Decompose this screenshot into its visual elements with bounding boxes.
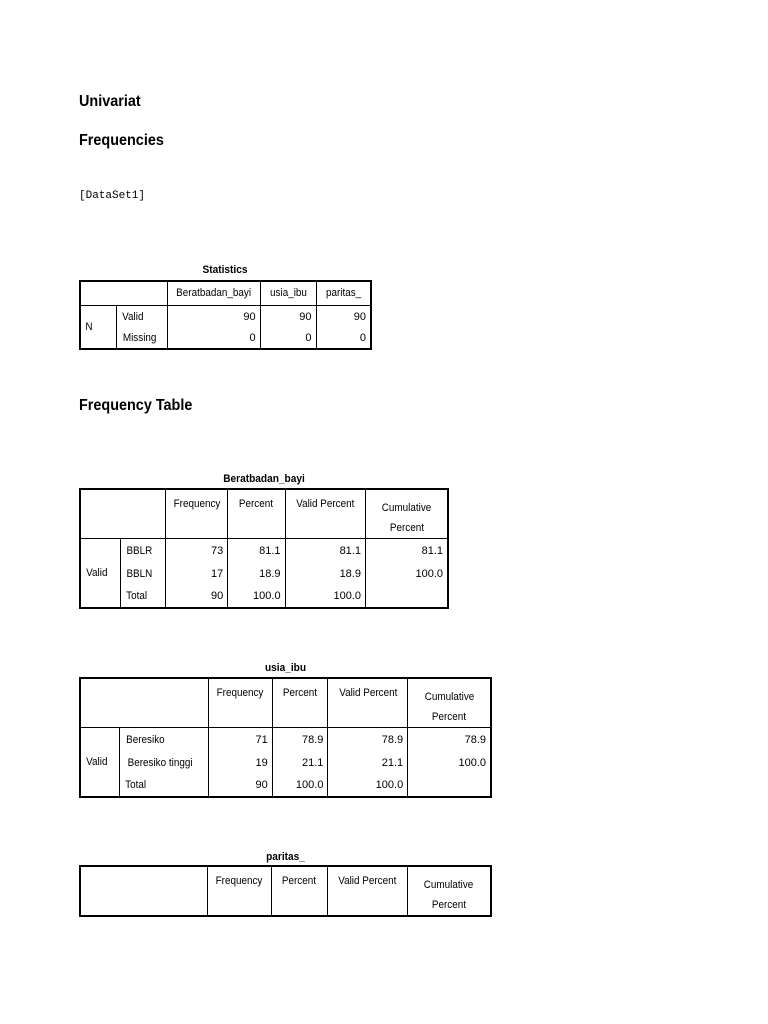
freq-cell: 100.0 [328, 775, 408, 797]
statistics-table [79, 280, 372, 350]
freq-cell: 21.1 [328, 752, 408, 775]
freq-header: Frequency [208, 678, 272, 728]
freq-row-group: Valid [80, 539, 120, 608]
freq-table-paritas [79, 865, 492, 917]
freq-row-label: Beresiko tinggi [120, 752, 209, 775]
freq-row-label: Total [120, 775, 209, 797]
freq-cell: 19 [208, 752, 272, 775]
statistics-cell: 90 [168, 305, 260, 328]
freq-cell: 100.0 [415, 568, 443, 580]
freq-cell: 78.9 [272, 728, 328, 752]
freq-table-beratbadan-bayi [79, 488, 449, 609]
freq-cell: 18.9 [285, 563, 365, 586]
statistics-cell: 0 [168, 328, 260, 349]
statistics-cell: 0 [359, 332, 366, 344]
freq-row-group: Valid [80, 728, 120, 797]
freq-cell: 73 [165, 539, 227, 563]
dataset-label: [DataSet1] [79, 190, 146, 202]
freq-cell: 21.1 [272, 752, 328, 775]
freq-cell: 100.0 [285, 586, 365, 608]
freq-cell: 81.1 [285, 539, 365, 563]
freq-header: Percent [272, 678, 328, 728]
freq-cell: 90 [165, 586, 227, 608]
freq-header: Cumulative Percent [408, 678, 491, 728]
statistics-title: Statistics [202, 264, 248, 276]
freq-cell: 17 [165, 563, 227, 586]
heading-univariat: Univariat [79, 93, 141, 110]
freq-header: Frequency [207, 866, 271, 916]
statistics-row-label: Missing [117, 328, 168, 349]
freq-row-label: Total [120, 586, 165, 608]
statistics-cell: 0 [260, 328, 316, 349]
freq-header: Percent [271, 866, 327, 916]
heading-frequency-table: Frequency Table [79, 397, 193, 414]
freq-header: Percent [228, 489, 285, 539]
statistics-col-header: usia_ibu [260, 281, 316, 305]
freq-cell: 18.9 [228, 563, 285, 586]
freq-cell: 78.9 [464, 733, 486, 746]
freq-cell [408, 775, 491, 797]
freq-table-corner [80, 678, 208, 728]
freq-table-corner [80, 489, 165, 539]
freq-cell: 81.1 [421, 544, 443, 557]
freq-table-title: paritas_ [266, 851, 305, 863]
freq-header: Cumulative Percent [365, 489, 448, 539]
freq-row-label: BBLN [120, 563, 165, 586]
freq-table-corner [80, 866, 207, 916]
freq-row-label: Beresiko [120, 728, 209, 752]
freq-table-usia-ibu [79, 677, 492, 798]
freq-cell: 100.0 [228, 586, 285, 608]
statistics-cell: 90 [353, 310, 366, 323]
statistics-cell: 90 [260, 305, 316, 328]
freq-table-title: Beratbadan_bayi [223, 473, 305, 485]
freq-cell: 81.1 [228, 539, 285, 563]
heading-frequencies: Frequencies [79, 132, 164, 149]
statistics-col-header: Beratbadan_bayi [168, 281, 260, 305]
statistics-corner [80, 281, 168, 305]
freq-header: Frequency [165, 489, 227, 539]
statistics-col-header: paritas_ [316, 281, 371, 305]
freq-header: Cumulative Percent [424, 879, 474, 911]
freq-cell: 100.0 [458, 757, 486, 769]
freq-cell: 100.0 [272, 775, 328, 797]
freq-header: Valid Percent [327, 866, 407, 916]
freq-header: Valid Percent [285, 489, 365, 539]
freq-row-label: BBLR [120, 539, 165, 563]
statistics-row-group: N [80, 305, 117, 349]
statistics-row-label: Valid [117, 305, 168, 328]
freq-header: Valid Percent [328, 678, 408, 728]
freq-cell [365, 586, 448, 608]
freq-table-title: usia_ibu [264, 662, 307, 674]
freq-cell: 71 [208, 728, 272, 752]
freq-cell: 90 [208, 775, 272, 797]
freq-cell: 78.9 [328, 728, 408, 752]
